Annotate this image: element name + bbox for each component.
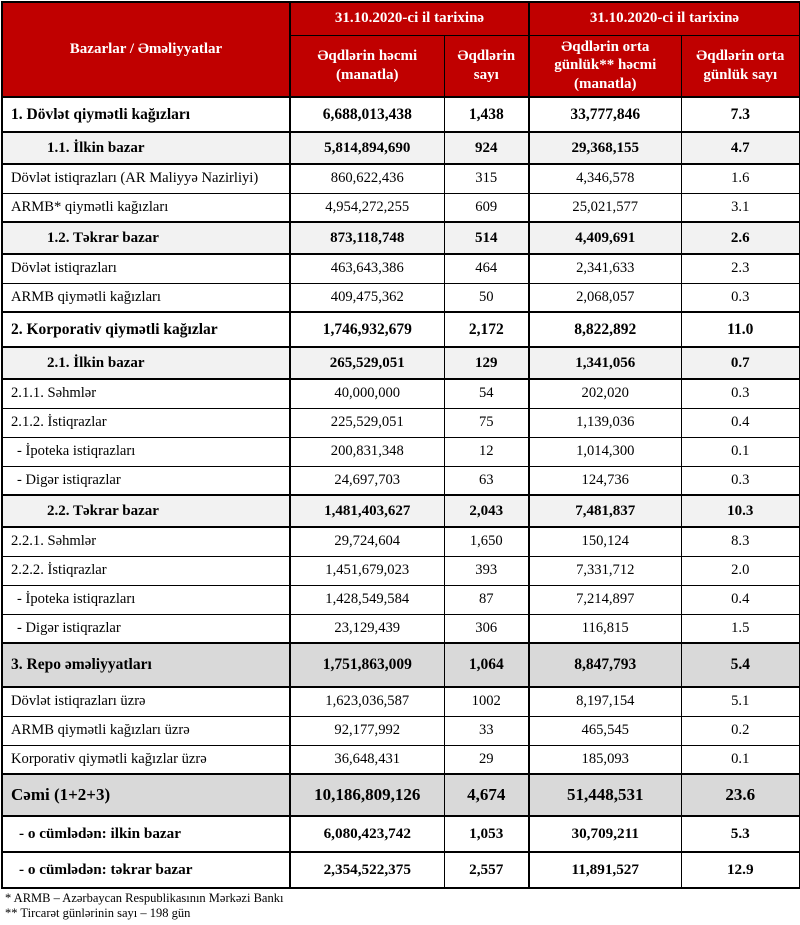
- row-label-cell: 1.1. İlkin bazar: [2, 132, 290, 164]
- table-row: [2, 193, 800, 222]
- table-row: [2, 408, 800, 437]
- table-row: [2, 774, 800, 816]
- header-cell-date-group-1: 31.10.2020-ci il tarixinə: [290, 2, 529, 35]
- value-cell: 29: [444, 745, 529, 774]
- header-cell-markets-operations: Bazarlar / Əməliyyatlar: [2, 2, 290, 97]
- value-cell: 1,623,036,587: [290, 687, 444, 716]
- header-cell-count: Əqdlərin sayı: [444, 35, 529, 97]
- table-row: [2, 379, 800, 408]
- value-cell: 185,093: [529, 745, 681, 774]
- value-cell: 2,341,633: [529, 254, 681, 283]
- value-cell: 36,648,431: [290, 745, 444, 774]
- header-group-row: [2, 2, 800, 35]
- value-cell: 8,822,892: [529, 312, 681, 347]
- value-cell: 1,650: [444, 527, 529, 556]
- row-label-cell: Dövlət istiqrazları: [2, 254, 290, 283]
- table-row: [2, 466, 800, 495]
- table-row: [2, 283, 800, 312]
- value-cell: 1002: [444, 687, 529, 716]
- value-cell: 200,831,348: [290, 437, 444, 466]
- value-cell: 124,736: [529, 466, 681, 495]
- value-cell: 0.1: [681, 437, 800, 466]
- value-cell: 409,475,362: [290, 283, 444, 312]
- value-cell: 33: [444, 716, 529, 745]
- row-label-cell: 3. Repo əməliyyatları: [2, 643, 290, 687]
- value-cell: 6,688,013,438: [290, 97, 444, 132]
- value-cell: 25,021,577: [529, 193, 681, 222]
- value-cell: 23.6: [681, 774, 800, 816]
- value-cell: 1.5: [681, 614, 800, 643]
- value-cell: 1,751,863,009: [290, 643, 444, 687]
- row-label-cell: 2.2.1. Səhmlər: [2, 527, 290, 556]
- row-label-cell: 2.1.1. Səhmlər: [2, 379, 290, 408]
- value-cell: 2,043: [444, 495, 529, 527]
- table-row: [2, 347, 800, 379]
- value-cell: 12.9: [681, 852, 800, 888]
- value-cell: 265,529,051: [290, 347, 444, 379]
- row-label-cell: - o cümlədən: təkrar bazar: [2, 852, 290, 888]
- value-cell: 873,118,748: [290, 222, 444, 254]
- value-cell: 4.7: [681, 132, 800, 164]
- value-cell: 8,197,154: [529, 687, 681, 716]
- row-label-cell: Cəmi (1+2+3): [2, 774, 290, 816]
- row-label-cell: 2. Korporativ qiymətli kağızlar: [2, 312, 290, 347]
- value-cell: 1,014,300: [529, 437, 681, 466]
- header-cell-avg-daily-count: Əqdlərin orta günlük sayı: [681, 35, 800, 97]
- row-label-cell: ARMB qiymətli kağızları: [2, 283, 290, 312]
- value-cell: 75: [444, 408, 529, 437]
- row-label-cell: ARMB qiymətli kağızları üzrə: [2, 716, 290, 745]
- row-label-cell: - İpoteka istiqrazları: [2, 585, 290, 614]
- value-cell: 1,428,549,584: [290, 585, 444, 614]
- securities-market-table: [1, 1, 800, 889]
- value-cell: 6,080,423,742: [290, 816, 444, 852]
- footnote-trading-days: ** Tircarət günlərinin sayı – 198 gün: [5, 906, 191, 921]
- row-label-cell: Dövlət istiqrazları üzrə: [2, 687, 290, 716]
- value-cell: 12: [444, 437, 529, 466]
- table-row: [2, 643, 800, 687]
- value-cell: 5.1: [681, 687, 800, 716]
- table-row: [2, 556, 800, 585]
- table-row: [2, 97, 800, 132]
- value-cell: 2.3: [681, 254, 800, 283]
- table-row: [2, 585, 800, 614]
- value-cell: 4,674: [444, 774, 529, 816]
- row-label-cell: 2.1. İlkin bazar: [2, 347, 290, 379]
- table-row: [2, 614, 800, 643]
- table-row: [2, 495, 800, 527]
- table-row: [2, 527, 800, 556]
- value-cell: 33,777,846: [529, 97, 681, 132]
- table-row: [2, 687, 800, 716]
- value-cell: 63: [444, 466, 529, 495]
- value-cell: 8.3: [681, 527, 800, 556]
- value-cell: 51,448,531: [529, 774, 681, 816]
- row-label-cell: Dövlət istiqrazları (AR Maliyyə Nazirliyi): [2, 164, 290, 193]
- value-cell: 5.3: [681, 816, 800, 852]
- value-cell: 116,815: [529, 614, 681, 643]
- value-cell: 5,814,894,690: [290, 132, 444, 164]
- table-row: [2, 745, 800, 774]
- value-cell: 3.1: [681, 193, 800, 222]
- value-cell: 0.4: [681, 408, 800, 437]
- value-cell: 10,186,809,126: [290, 774, 444, 816]
- value-cell: 1.6: [681, 164, 800, 193]
- footnote-armb: * ARMB – Azərbaycan Respublikasının Mərkəzi Bankı: [5, 891, 284, 905]
- footnotes: [5, 891, 800, 922]
- value-cell: 30,709,211: [529, 816, 681, 852]
- header-cell-date-group-2: 31.10.2020-ci il tarixinə: [529, 2, 800, 35]
- value-cell: 29,368,155: [529, 132, 681, 164]
- value-cell: 202,020: [529, 379, 681, 408]
- value-cell: 0.1: [681, 745, 800, 774]
- value-cell: 306: [444, 614, 529, 643]
- value-cell: 7,214,897: [529, 585, 681, 614]
- value-cell: 465,545: [529, 716, 681, 745]
- value-cell: 87: [444, 585, 529, 614]
- row-label-cell: - İpoteka istiqrazları: [2, 437, 290, 466]
- value-cell: 10.3: [681, 495, 800, 527]
- table-row: [2, 312, 800, 347]
- value-cell: 7.3: [681, 97, 800, 132]
- value-cell: 0.7: [681, 347, 800, 379]
- value-cell: 24,697,703: [290, 466, 444, 495]
- value-cell: 4,954,272,255: [290, 193, 444, 222]
- value-cell: 1,481,403,627: [290, 495, 444, 527]
- value-cell: 1,341,056: [529, 347, 681, 379]
- value-cell: 129: [444, 347, 529, 379]
- value-cell: 150,124: [529, 527, 681, 556]
- header-cell-avg-daily-volume: Əqdlərin orta günlük** həcmi (manatla): [529, 35, 681, 97]
- value-cell: 2.0: [681, 556, 800, 585]
- value-cell: 29,724,604: [290, 527, 444, 556]
- value-cell: 464: [444, 254, 529, 283]
- value-cell: 1,139,036: [529, 408, 681, 437]
- value-cell: 514: [444, 222, 529, 254]
- table-row: [2, 164, 800, 193]
- value-cell: 2,068,057: [529, 283, 681, 312]
- value-cell: 1,064: [444, 643, 529, 687]
- row-label-cell: 1. Dövlət qiymətli kağızları: [2, 97, 290, 132]
- row-label-cell: ARMB* qiymətli kağızları: [2, 193, 290, 222]
- value-cell: 40,000,000: [290, 379, 444, 408]
- value-cell: 0.3: [681, 466, 800, 495]
- value-cell: 1,053: [444, 816, 529, 852]
- row-label-cell: 2.1.2. İstiqrazlar: [2, 408, 290, 437]
- header-cell-volume: Əqdlərin həcmi (manatla): [290, 35, 444, 97]
- value-cell: 7,481,837: [529, 495, 681, 527]
- value-cell: 2,557: [444, 852, 529, 888]
- row-label-cell: 1.2. Təkrar bazar: [2, 222, 290, 254]
- value-cell: 1,438: [444, 97, 529, 132]
- value-cell: 8,847,793: [529, 643, 681, 687]
- row-label-cell: - o cümlədən: ilkin bazar: [2, 816, 290, 852]
- table-row: [2, 852, 800, 888]
- value-cell: 463,643,386: [290, 254, 444, 283]
- value-cell: 7,331,712: [529, 556, 681, 585]
- value-cell: 0.3: [681, 379, 800, 408]
- table-body: [2, 97, 800, 888]
- value-cell: 860,622,436: [290, 164, 444, 193]
- value-cell: 225,529,051: [290, 408, 444, 437]
- row-label-cell: - Digər istiqrazlar: [2, 466, 290, 495]
- value-cell: 50: [444, 283, 529, 312]
- value-cell: 609: [444, 193, 529, 222]
- value-cell: 924: [444, 132, 529, 164]
- row-label-cell: Korporativ qiymətli kağızlar üzrə: [2, 745, 290, 774]
- value-cell: 92,177,992: [290, 716, 444, 745]
- value-cell: 2,354,522,375: [290, 852, 444, 888]
- table-row: [2, 437, 800, 466]
- row-label-cell: 2.2. Təkrar bazar: [2, 495, 290, 527]
- value-cell: 393: [444, 556, 529, 585]
- table-row: [2, 222, 800, 254]
- value-cell: 1,451,679,023: [290, 556, 444, 585]
- value-cell: 2,172: [444, 312, 529, 347]
- value-cell: 4,409,691: [529, 222, 681, 254]
- value-cell: 4,346,578: [529, 164, 681, 193]
- value-cell: 0.4: [681, 585, 800, 614]
- value-cell: 11,891,527: [529, 852, 681, 888]
- value-cell: 54: [444, 379, 529, 408]
- value-cell: 315: [444, 164, 529, 193]
- row-label-cell: - Digər istiqrazlar: [2, 614, 290, 643]
- value-cell: 5.4: [681, 643, 800, 687]
- table-row: [2, 816, 800, 852]
- value-cell: 2.6: [681, 222, 800, 254]
- value-cell: 23,129,439: [290, 614, 444, 643]
- table-row: [2, 254, 800, 283]
- table-header: [2, 2, 800, 97]
- table-row: [2, 132, 800, 164]
- value-cell: 11.0: [681, 312, 800, 347]
- value-cell: 0.2: [681, 716, 800, 745]
- value-cell: 1,746,932,679: [290, 312, 444, 347]
- row-label-cell: 2.2.2. İstiqrazlar: [2, 556, 290, 585]
- value-cell: 0.3: [681, 283, 800, 312]
- table-row: [2, 716, 800, 745]
